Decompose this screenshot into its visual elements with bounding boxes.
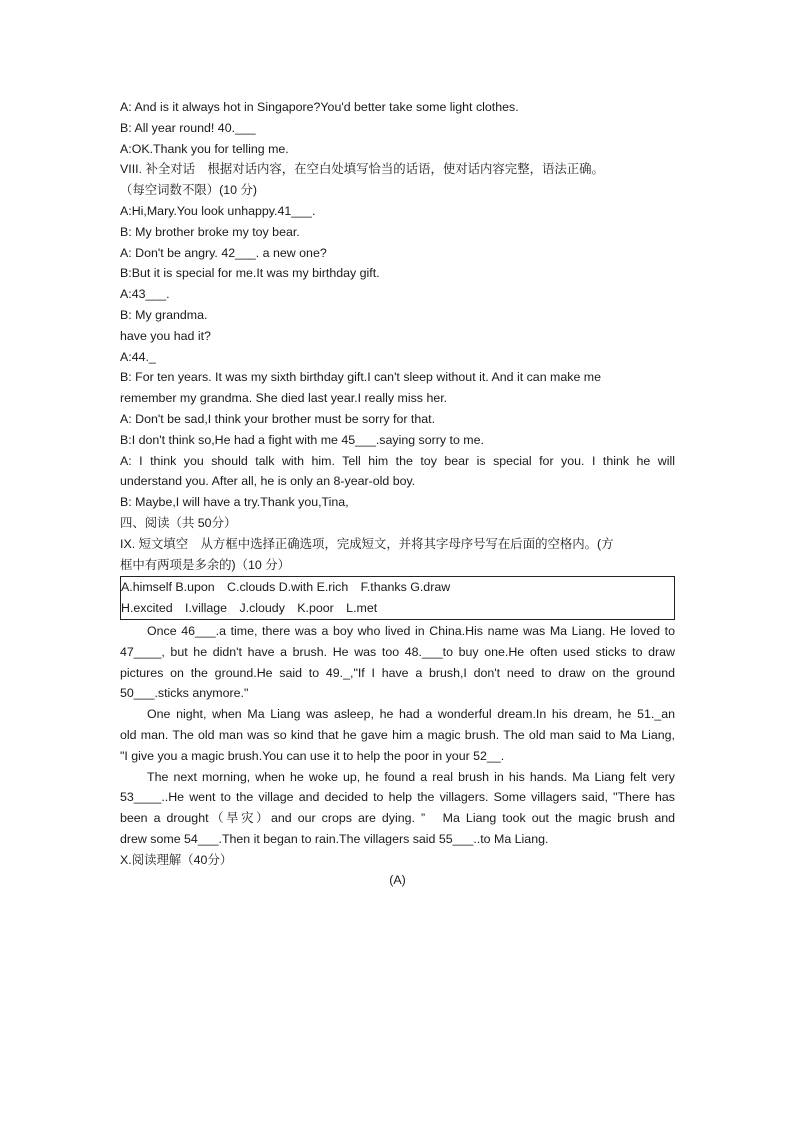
options-row: A.himself B.upon C.clouds D.with E.rich F.thanks G.draw bbox=[121, 580, 451, 595]
dialogue-line: A: Don't be angry. 42___. a new one? bbox=[120, 245, 327, 260]
dialogue-line: B: My grandma. bbox=[120, 307, 208, 322]
passage-line: The next morning, when he woke up, he found a real brush in his hands. Ma Liang felt very bbox=[147, 769, 675, 784]
dialogue-line: A: Don't be sad,I think your brother must be sorry for that. bbox=[120, 411, 436, 426]
passage-line: drew some 54___.Then it began to rain.The villagers said 55___..to Ma Liang. bbox=[120, 831, 549, 846]
section-10 bbox=[120, 850, 675, 892]
passage-line: "I give you a magic brush.You can use it to help the poor in your 52__. bbox=[120, 748, 505, 763]
section-title: IX. 短文填空 从方框中选择正确选项，完成短文，并将其字母序号写在后面的空格内。(方 bbox=[120, 536, 614, 551]
dialogue-line: A:Hi,Mary.You look unhappy.41___. bbox=[120, 203, 316, 218]
section-heading: X.阅读理解（40分） bbox=[120, 852, 233, 867]
dialogue-ending bbox=[120, 97, 675, 159]
passage-line: been a drought（旱灾）and our crops are dying. ” Ma Liang took out the magic brush and bbox=[120, 811, 675, 826]
section-title: VIII. 补全对话 根据对话内容，在空白处填写恰当的话语，使对话内容完整，语法正确。 bbox=[120, 162, 604, 177]
passage-paragraph-1 bbox=[120, 621, 675, 704]
text-line: A: And is it always hot in Singapore?You'd better take some light clothes. bbox=[120, 100, 519, 114]
passage-paragraph-2 bbox=[120, 704, 675, 766]
passage-line: 47____, but he didn't have a brush. He was too 48.___to buy one.He often used sticks to draw bbox=[120, 644, 675, 659]
dialogue-line: B: My brother broke my toy bear. bbox=[120, 224, 300, 239]
options-box bbox=[120, 576, 675, 620]
dialogue-line: remember my grandma. She died last year.I really miss her. bbox=[120, 391, 448, 406]
passage-line: 50___.sticks anymore." bbox=[120, 686, 249, 701]
section-9 bbox=[120, 534, 675, 850]
dialogue-line: B: Maybe,I will have a try.Thank you,Tina, bbox=[120, 495, 349, 510]
text-line: B: All year round! 40.___ bbox=[120, 120, 256, 135]
section-title-cont: （每空词数不限）(10 分) bbox=[120, 183, 257, 198]
text-line: A:OK.Thank you for telling me. bbox=[120, 141, 289, 156]
dialogue-line: A:43___. bbox=[120, 287, 170, 302]
passage-line: 53____..He went to the village and decided to help the villagers. Some villagers said, "There has bbox=[120, 790, 675, 805]
section-title-cont: 框中有两项是多余的)（10 分） bbox=[120, 557, 291, 572]
passage-line: pictures on the ground.He said to 49._,"If I have a brush,I don't need to draw on the ground bbox=[120, 665, 675, 680]
dialogue-line: understand you. After all, he is only an 8-year-old boy. bbox=[120, 474, 416, 489]
passage-label: (A) bbox=[389, 873, 406, 888]
dialogue-line: have you had it? bbox=[120, 328, 211, 343]
passage-paragraph-3 bbox=[120, 767, 675, 850]
options-row: H.excited I.village J.cloudy K.poor L.met bbox=[121, 601, 378, 616]
dialogue-line: B:But it is special for me.It was my birthday gift. bbox=[120, 266, 380, 281]
dialogue-line: B: For ten years. It was my sixth birthday gift.I can't sleep without it. And it can make me bbox=[120, 370, 601, 385]
part-heading: 四、阅读（共 50分） bbox=[120, 515, 237, 530]
dialogue-line: A:44._ bbox=[120, 349, 156, 364]
document-content bbox=[120, 97, 675, 891]
dialogue-line: A: I think you should talk with him. Tell him the toy bear is special for you. I think he will bbox=[120, 453, 675, 468]
passage-line: Once 46___.a time, there was a boy who lived in China.His name was Ma Liang. He loved to bbox=[147, 623, 675, 638]
passage-line: One night, when Ma Liang was asleep, he had a wonderful dream.In his dream, he 51._an bbox=[147, 707, 675, 722]
passage-line: old man. The old man was so kind that he gave him a magic brush. The old man said to Ma Liang, bbox=[120, 727, 675, 742]
dialogue-line: B:I don't think so,He had a fight with me 45___.saying sorry to me. bbox=[120, 432, 484, 447]
section-8 bbox=[120, 159, 675, 513]
